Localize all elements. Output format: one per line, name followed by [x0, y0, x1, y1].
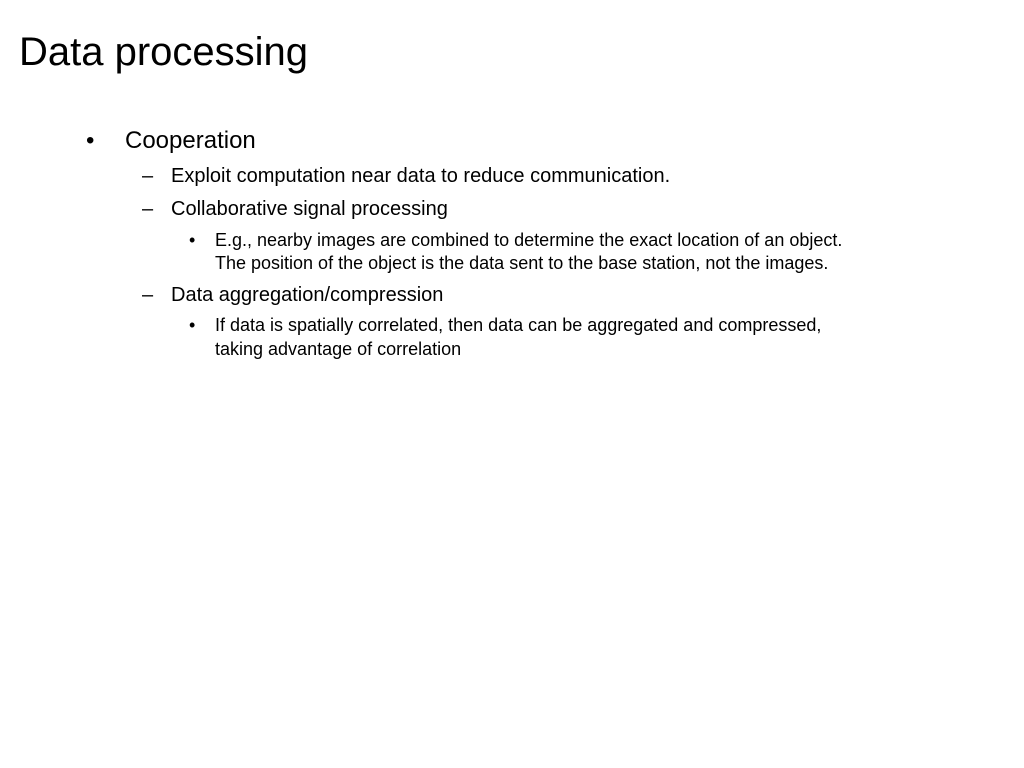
bullet-dash: – — [142, 284, 154, 306]
bullet-exploit: Exploit computation near data to reduce communication. — [171, 165, 671, 187]
bullet-if-line2: taking advantage of correlation — [215, 339, 462, 359]
bullet-aggregation: Data aggregation/compression — [171, 284, 444, 306]
bullet-dash: – — [142, 198, 154, 220]
bullet-collaborative: Collaborative signal processing — [171, 198, 448, 220]
slide-title: Data processing — [19, 30, 309, 74]
bullet-if-line1: If data is spatially correlated, then data can be aggregated and compressed, — [215, 315, 822, 335]
bullet-dot: • — [86, 127, 95, 154]
bullet-cooperation: Cooperation — [125, 127, 256, 154]
bullet-dot-small: • — [189, 315, 196, 335]
bullet-dot-small: • — [189, 230, 196, 250]
bullet-eg-line1: E.g., nearby images are combined to determine the exact location of an object. — [215, 230, 843, 250]
bullet-eg-line2: The position of the object is the data sent to the base station, not the images. — [215, 253, 829, 273]
bullet-dash: – — [142, 165, 154, 187]
